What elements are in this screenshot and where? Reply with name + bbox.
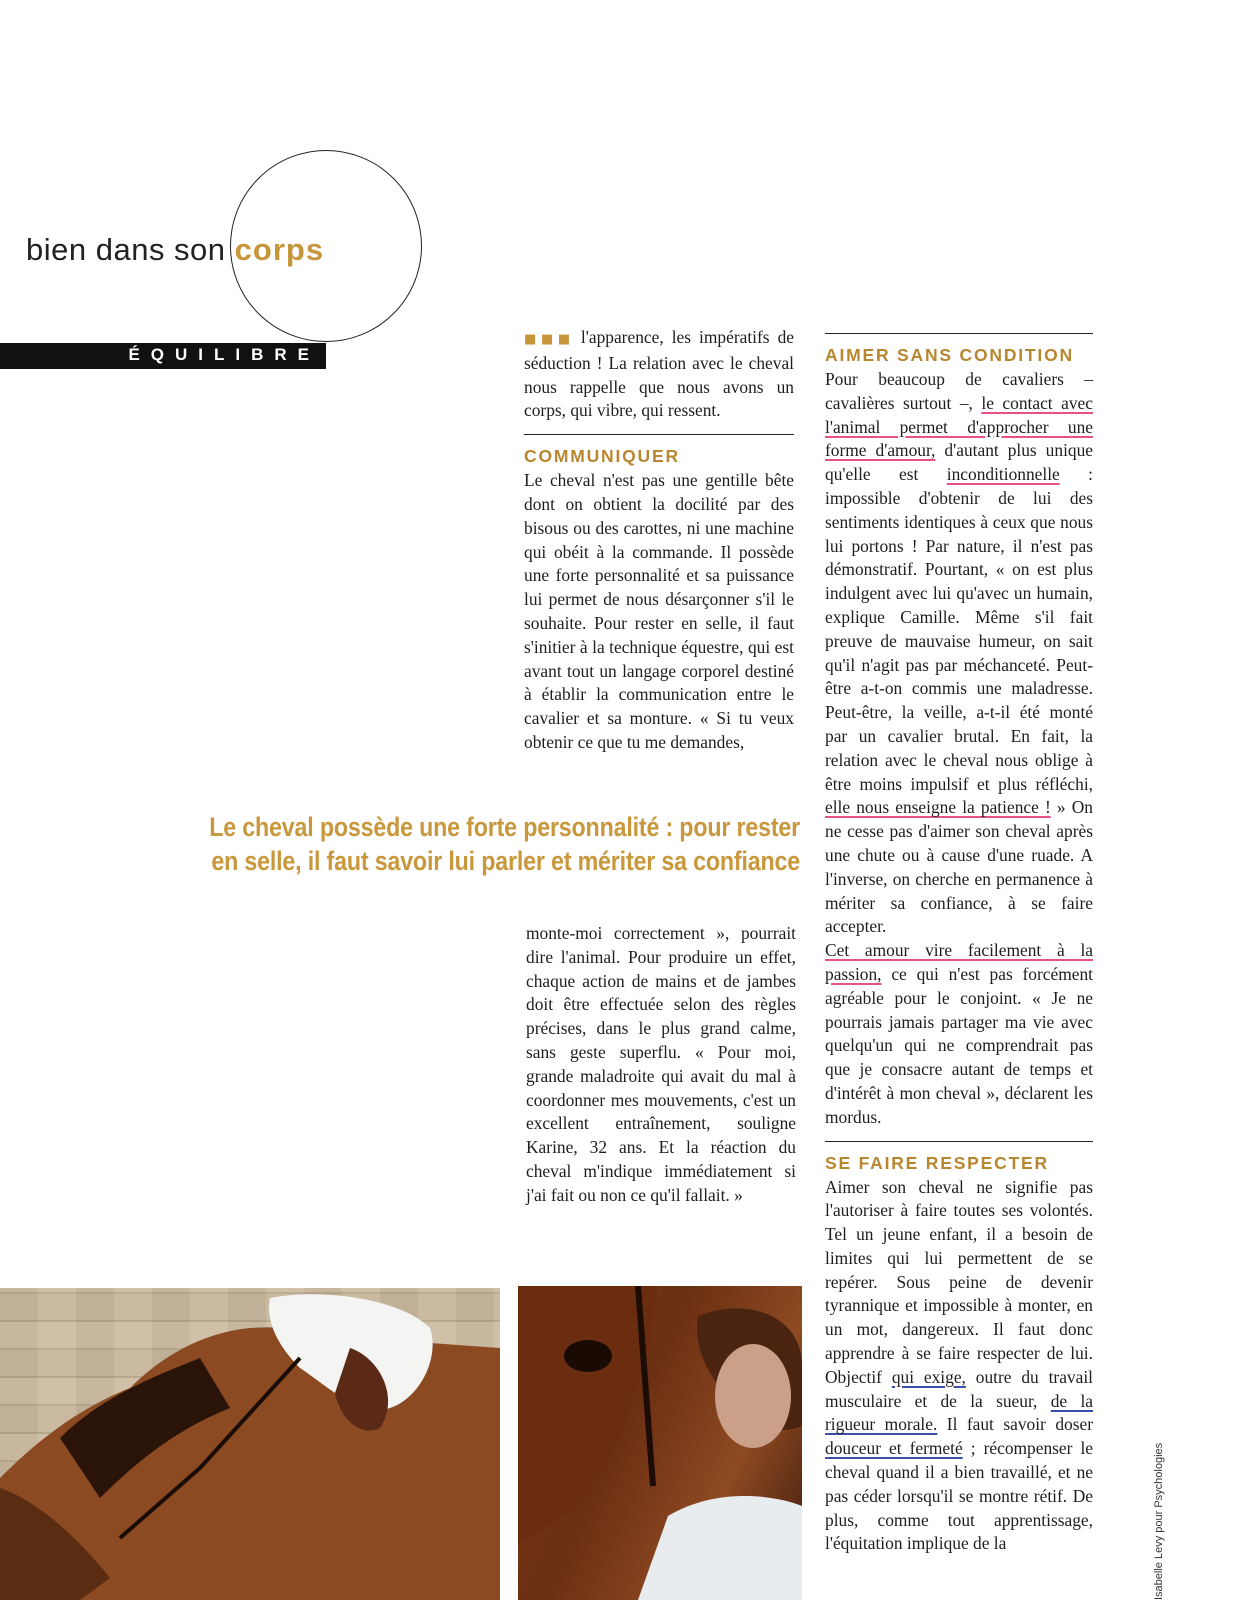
column-left-top (524, 326, 794, 755)
text-run: Aimer son cheval ne signifie pas l'autoriser à faire toutes ses volontés. Tel un jeune enfant, il a besoin de limites qui lui permettent de se repérer. Sous peine de devenir tyrannique et impossible à monter, en un mot, dangereux. Il faut donc apprendre à se faire respecter de lui. Objectif (825, 1176, 1093, 1387)
photo-woman-with-horse (518, 1286, 802, 1600)
intro-paragraph (524, 326, 794, 423)
pull-quote-line-1: Le cheval possède une forte personnalité : pour rester (209, 812, 800, 842)
title-circle-decoration (230, 150, 422, 342)
section-heading-respecter: SE FAIRE RESPECTER (825, 1152, 1049, 1173)
section-divider (524, 434, 794, 435)
section-divider (825, 333, 1093, 334)
pink-highlight: le contact avec l'animal permet d'approcher une forme d'amour, (825, 392, 1093, 461)
text-run: Pour beaucoup de cavaliers – cavalières surtout –, (825, 369, 1093, 413)
pull-quote-line-2: en selle, il faut savoir lui parler et mériter sa confiance (211, 846, 801, 876)
section-2-paragraph-2 (825, 939, 1093, 1129)
blue-highlight: de la rigueur morale. (825, 1390, 1093, 1435)
blue-highlight: qui exige, (891, 1366, 966, 1387)
pull-quote (207, 810, 800, 878)
section-heading-aimer: AIMER SANS CONDITION (825, 345, 1074, 365)
blue-highlight: douceur et fermeté (825, 1438, 963, 1459)
text-run: Il faut savoir doser (937, 1414, 1093, 1435)
section-divider (825, 1141, 1093, 1142)
intro-marker: ■■■ (524, 332, 575, 347)
intro-text: l'apparence, les impératifs de séduction ! La relation avec le cheval nous rappelle que nous avons un corps, qui vibre, qui ressent. (524, 327, 794, 421)
pink-highlight: Cet amour vire facilement à la passion, (825, 940, 1093, 984)
section-title-accent: corps (234, 232, 325, 267)
section-3-paragraph (825, 1176, 1093, 1557)
text-run: : impossible d'obtenir de lui des sentiments identiques à ceux que nous lui portons ! Par nature, il n'est pas démonstratif. Pourtant, « on est plus indulgent avec lui qu'avec un humain, explique Camille. Même s'il fait preuve de mauvaise humeur, on sait qu'il n'agit pas par méchanceté. Peut-être a-t-on commis une maladresse. Peut-être, la veille, a-t-il été monté par un cavalier brutal. En fait, la relation avec le cheval nous oblige à être moins impulsif et plus réfléchi, (825, 464, 1093, 794)
rubric-bar (0, 343, 326, 369)
text-run: d'autant plus unique qu'elle est (825, 440, 1094, 485)
text-run: ; récompenser le cheval quand il a bien travaillé, et ne pas céder lorsqu'il se montre rétif. De plus, comme tout apprentissage, l'équitation implique de la (825, 1438, 1094, 1554)
pink-highlight: inconditionnelle (946, 464, 1060, 485)
rubric-label: ÉQUILIBRE (128, 345, 320, 364)
column-left-bottom (526, 922, 796, 1208)
photo-rider-on-horse (0, 1288, 500, 1600)
section-heading-communiquer: COMMUNIQUER (524, 446, 680, 467)
column-right (825, 333, 1093, 1556)
pink-highlight: elle nous enseigne la patience ! (825, 797, 1051, 818)
text-run: outre du travail musculaire et de la sueur, (825, 1366, 1093, 1411)
continuation-paragraph: monte-moi correctement », pourrait dire l'animal. Pour produire un effet, chaque action de mains et de jambes doit être effectuée selon des règles précises, dans le plus grand calme, sans geste superflu. « Pour moi, grande maladroite qui avait du mal à coordonner mes mouvements, c'est un excellent entraînement, souligne Karine, 32 ans. Et la réaction du cheval m'indique immédiatement si j'ai fait ou non ce qu'il fallait. » (526, 923, 796, 1205)
section-2-paragraph-1 (825, 368, 1093, 939)
section-title-prefix: bien dans son (26, 232, 235, 267)
section-1-text: Le cheval n'est pas une gentille bête dont on obtient la docilité par des bisous ou des carottes, ni une machine qui obéit à la commande. Il possède une forte personnalité et sa puissance lui permet de nous désarçonner s'il le souhaite. Pour rester en selle, il faut s'initier à la technique équestre, qui est avant tout un langage corporel destiné à établir la communication entre le cavalier et sa monture. « Si tu veux obtenir ce que tu me demandes, (524, 470, 794, 752)
photo-credit: Isabelle Levy pour Psychologies (1153, 1442, 1165, 1600)
text-run: ce qui n'est pas forcément agréable pour le conjoint. « Je ne pourrais jamais partager ma vie avec quelqu'un qui ne comprendrait pas que je consacre autant de temps et d'intérêt à mon cheval », déclarent les mordus. (825, 963, 1093, 1127)
text-run: » On ne cesse pas d'aimer son cheval après une chute ou à cause d'une ruade. A l'inverse, on cherche en permanence à mériter sa confiance, à se faire accepter. (825, 797, 1093, 937)
horse-illustration-right (518, 1286, 802, 1600)
horse-illustration-left (0, 1288, 500, 1600)
